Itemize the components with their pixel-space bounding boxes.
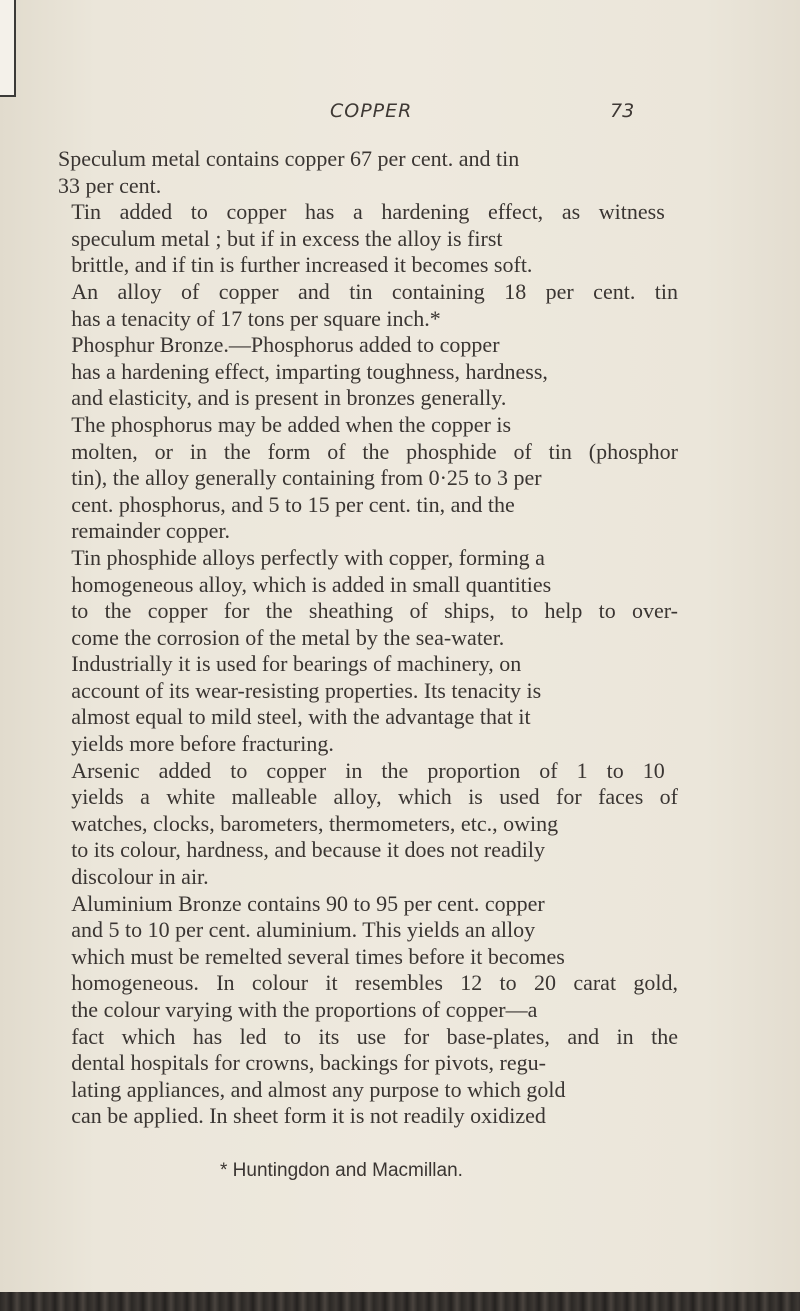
text-line: tin), the alloy generally containing from 0·25 to 3 per [71, 465, 542, 491]
text-line: molten, or in the form of the phosphide of tin (phosphor [71, 438, 678, 464]
paragraph-phosphur-bronze [58, 332, 678, 545]
text-line: account of its wear-resisting properties. Its tenacity is [71, 677, 542, 703]
page-number: 73 [610, 100, 635, 122]
text-line: come the corrosion of the metal by the sea-water. [71, 624, 505, 650]
text-line: Phosphur Bronze.—Phosphorus added to copper [71, 332, 500, 358]
text-line: 33 per cent. [58, 172, 162, 198]
page-bottom-edge [0, 1292, 800, 1311]
text-line: which must be remelted several times before it becomes [71, 943, 565, 969]
body-text [58, 146, 678, 1130]
text-line: Arsenic added to copper in the proportion of 1 to 10 [71, 757, 665, 783]
text-line: the colour varying with the proportions of copper—a [71, 997, 538, 1022]
text-line: watches, clocks, barometers, thermometers, etc., owing [71, 810, 559, 836]
paragraph-arsenic [58, 758, 678, 891]
text-line: can be applied. In sheet form it is not readily oxidized [71, 1103, 546, 1129]
text-line: and 5 to 10 per cent. aluminium. This yields an alloy [71, 917, 536, 943]
text-line: Tin phosphide alloys perfectly with copper, forming a [71, 544, 545, 570]
text-line: almost equal to mild steel, with the advantage that it [71, 704, 531, 730]
text-line: yields more before fracturing. [71, 731, 334, 757]
running-head: COPPER [330, 100, 413, 122]
page-header [0, 100, 800, 130]
text-line: Aluminium Bronze contains 90 to 95 per cent. copper [71, 890, 545, 916]
text-line: to the copper for the sheathing of ships, to help to over- [71, 598, 678, 624]
text-line: dental hospitals for crowns, backings for pivots, regu- [71, 1050, 546, 1076]
text-line: to its colour, hardness, and because it does not readily [71, 837, 546, 863]
text-line: Speculum metal contains copper 67 per cent. and tin [58, 146, 520, 171]
text-line: lating appliances, and almost any purpose to which gold [71, 1076, 566, 1102]
text-line: Industrially it is used for bearings of machinery, on [71, 651, 522, 677]
paragraph-aluminium-bronze [58, 891, 678, 1130]
footnote: * Huntingdon and Macmillan. [220, 1160, 463, 1181]
text-line: Tin added to copper has a hardening effect, as witness [71, 199, 665, 225]
text-line: speculum metal ; but if in excess the alloy is first [71, 225, 503, 251]
text-line: homogeneous alloy, which is added in small quantities [71, 571, 552, 597]
paragraph-tin [58, 199, 678, 332]
text-line: An alloy of copper and tin containing 18 per cent. tin [71, 278, 678, 304]
text-line: fact which has led to its use for base-plates, and in the [71, 1023, 678, 1049]
text-line: cent. phosphorus, and 5 to 15 per cent. tin, and the [71, 491, 515, 517]
text-line: remainder copper. [71, 518, 230, 544]
text-line: The phosphorus may be added when the copper is [71, 411, 512, 437]
text-line: has a hardening effect, imparting toughness, hardness, [71, 358, 548, 384]
paragraph-speculum [58, 146, 678, 199]
adjacent-page-edge [0, 0, 16, 97]
text-line: homogeneous. In colour it resembles 12 to 20 carat gold, [71, 970, 678, 996]
text-line: and elasticity, and is present in bronzes generally. [71, 385, 507, 411]
text-line: has a tenacity of 17 tons per square inch.* [71, 305, 441, 331]
text-line: brittle, and if tin is further increased it becomes soft. [71, 252, 533, 278]
paragraph-tin-phosphide [58, 545, 678, 758]
text-line: discolour in air. [71, 864, 209, 890]
text-line: yields a white malleable alloy, which is used for faces of [71, 784, 678, 810]
